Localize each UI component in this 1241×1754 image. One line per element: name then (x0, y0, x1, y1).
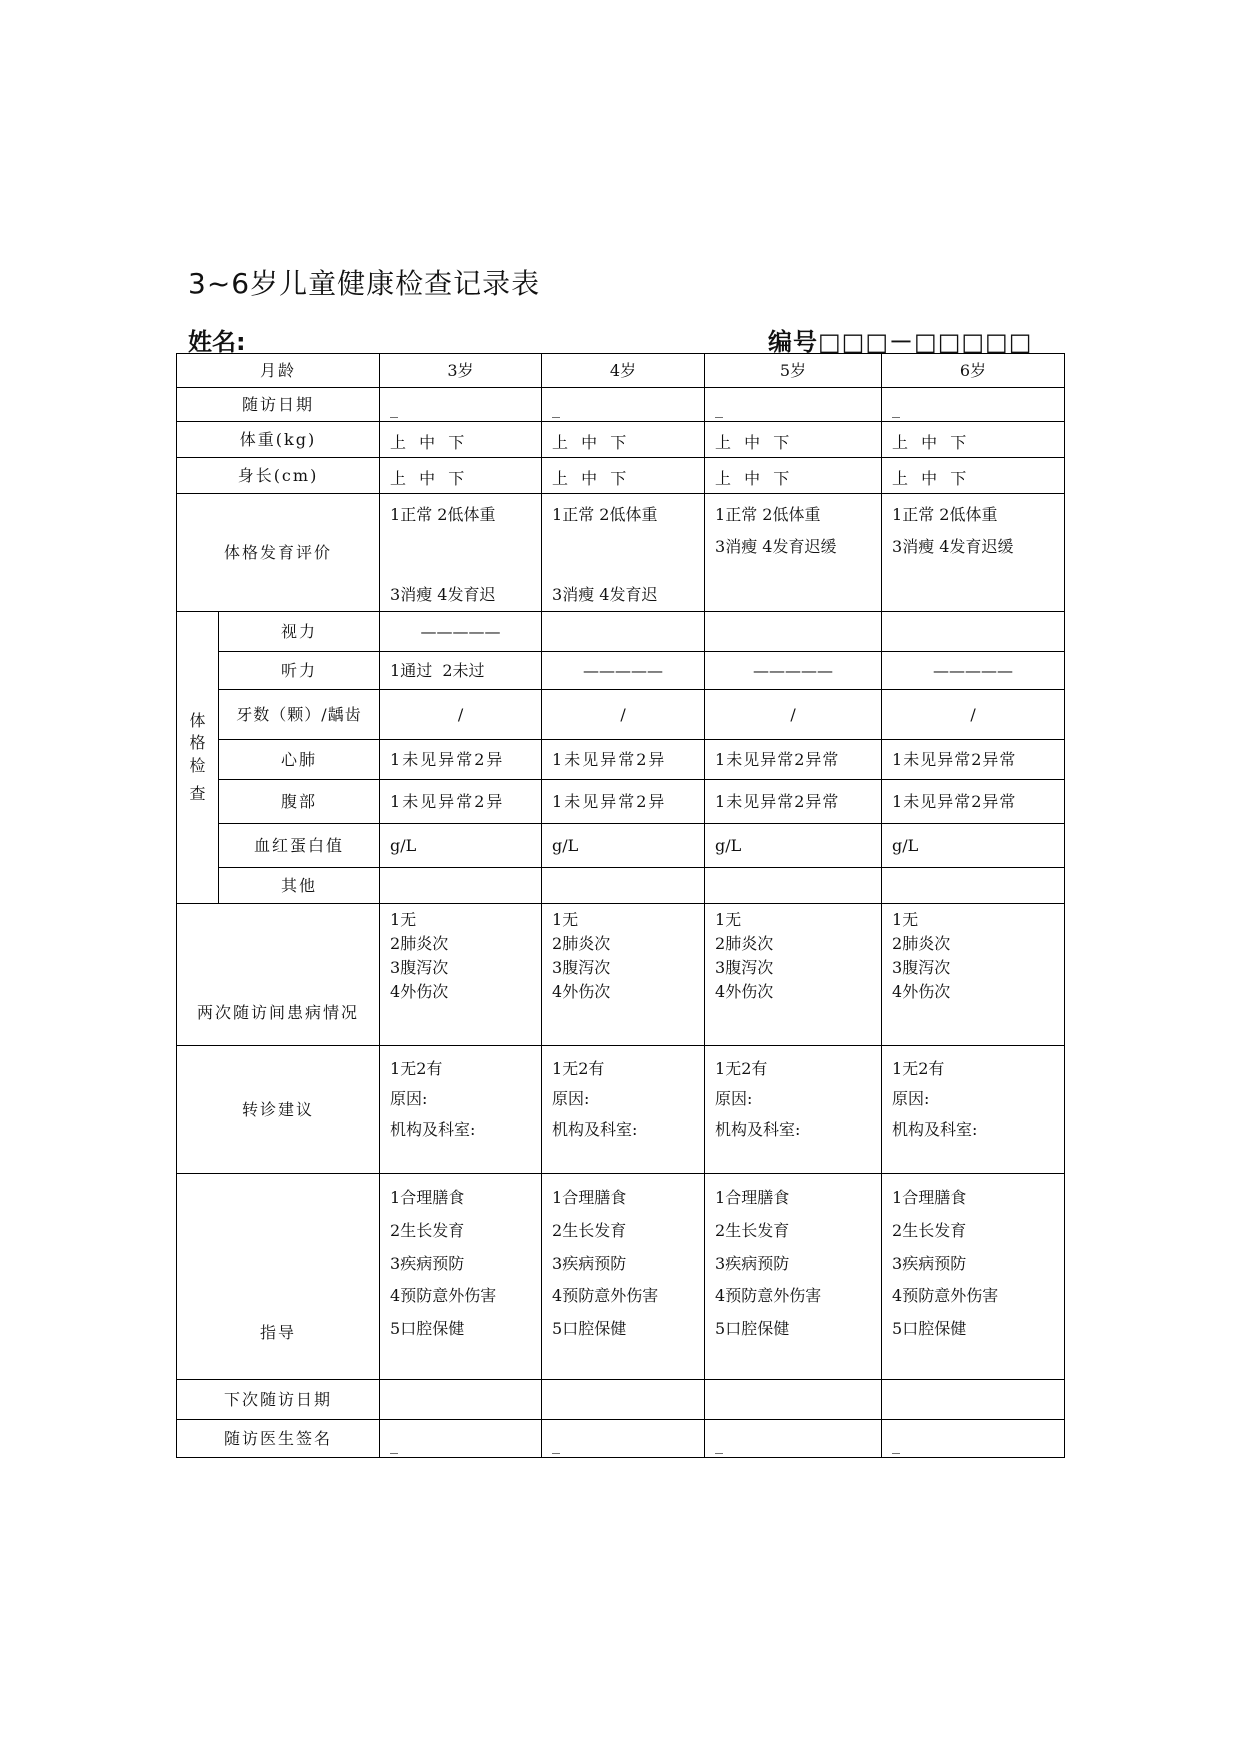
hearing-cell[interactable]: 1通过 2未过 (380, 652, 542, 690)
header-col: 4岁 (542, 354, 705, 388)
referral-item: 机构及科室: (552, 1119, 638, 1139)
visit-date-cell[interactable]: _ (882, 388, 1065, 422)
name-label: 姓名: (188, 328, 246, 356)
header-col: 6岁 (882, 354, 1065, 388)
health-record-table (176, 353, 1065, 1458)
referral-item: 原因: (552, 1089, 590, 1109)
referral-cell[interactable] (380, 1046, 542, 1174)
illness-row (177, 904, 1065, 1046)
illness-item: 1无 (715, 910, 742, 929)
guidance-item: 1合理膳食 (552, 1188, 627, 1207)
development-cell[interactable] (380, 494, 542, 612)
development-cell[interactable] (705, 494, 882, 612)
form-title: 3~6岁儿童健康检查记录表 (188, 267, 541, 300)
other-cell[interactable] (882, 868, 1065, 904)
illness-item: 3腹泻次 (390, 958, 449, 977)
height-cell[interactable]: 上 中 下 (542, 458, 705, 494)
referral-item: 1无2有 (552, 1059, 605, 1078)
guidance-item: 2生长发育 (552, 1220, 627, 1240)
teeth-cell[interactable]: / (542, 690, 705, 740)
development-option: 3消瘦 4发育迟缓 (715, 536, 837, 556)
heart-lung-cell[interactable]: 1未见异常2异常 (705, 740, 882, 780)
hearing-cell[interactable]: ————— (705, 652, 882, 690)
header-col: 3岁 (380, 354, 542, 388)
other-row (177, 868, 1065, 904)
guidance-item: 5口腔保健 (892, 1319, 967, 1339)
referral-item: 机构及科室: (715, 1119, 801, 1139)
next-visit-cell[interactable] (705, 1380, 882, 1420)
height-cell[interactable]: 上 中 下 (882, 458, 1065, 494)
guidance-item: 1合理膳食 (390, 1188, 465, 1207)
illness-cell[interactable] (705, 904, 882, 1046)
heart-lung-cell[interactable]: 1未见异常2异 (542, 740, 705, 780)
hemoglobin-row (177, 824, 1065, 868)
referral-item: 原因: (715, 1089, 753, 1109)
development-option: 3消瘦 4发育迟缓 (892, 536, 1014, 556)
header-age: 月龄 (177, 354, 380, 388)
guidance-label: 指导 (177, 1174, 380, 1380)
development-option: 1正常 2低体重 (715, 504, 821, 524)
height-cell[interactable]: 上 中 下 (380, 458, 542, 494)
heart-lung-row (177, 740, 1065, 780)
illness-item: 3腹泻次 (892, 958, 951, 977)
next-visit-cell[interactable] (882, 1380, 1065, 1420)
guidance-item: 2生长发育 (715, 1220, 790, 1240)
illness-item: 1无 (390, 910, 417, 929)
illness-item: 2肺炎次 (892, 934, 951, 953)
heart-lung-cell[interactable]: 1未见异常2异常 (882, 740, 1065, 780)
hearing-row (177, 652, 1065, 690)
development-option: 1正常 2低体重 (390, 504, 496, 524)
illness-cell[interactable] (882, 904, 1065, 1046)
referral-item: 1无2有 (892, 1059, 945, 1078)
development-row (177, 494, 1065, 612)
hemoglobin-cell[interactable]: g/L (380, 824, 542, 868)
hearing-label: 听力 (219, 652, 380, 690)
other-cell[interactable] (380, 868, 542, 904)
hemoglobin-cell[interactable]: g/L (882, 824, 1065, 868)
group-char: 格 (189, 733, 206, 753)
visit-date-cell[interactable]: _ (542, 388, 705, 422)
abdomen-cell[interactable]: 1未见异常2异常 (882, 780, 1065, 824)
weight-cell[interactable]: 上 中 下 (380, 422, 542, 458)
vision-cell[interactable] (705, 612, 882, 652)
height-cell[interactable]: 上 中 下 (705, 458, 882, 494)
weight-cell[interactable]: 上 中 下 (542, 422, 705, 458)
doctor-sign-label: 随访医生签名 (177, 1420, 380, 1458)
referral-item: 机构及科室: (390, 1119, 476, 1139)
header-row (177, 354, 1065, 388)
guidance-item: 2生长发育 (892, 1220, 967, 1240)
vision-cell[interactable]: ————— (380, 612, 542, 652)
code-label: 编号□□□－□□□□□ (768, 328, 1033, 356)
referral-cell[interactable] (705, 1046, 882, 1174)
vision-cell[interactable] (542, 612, 705, 652)
header-col: 5岁 (705, 354, 882, 388)
next-visit-cell[interactable] (380, 1380, 542, 1420)
illness-item: 1无 (892, 910, 919, 929)
illness-item: 3腹泻次 (552, 958, 611, 977)
vision-cell[interactable] (882, 612, 1065, 652)
visit-date-label: 随访日期 (177, 388, 380, 422)
guidance-item: 2生长发育 (390, 1220, 465, 1240)
guidance-cell[interactable] (380, 1174, 542, 1380)
referral-row (177, 1046, 1065, 1174)
guidance-item: 3疾病预防 (390, 1253, 465, 1273)
weight-cell[interactable]: 上 中 下 (882, 422, 1065, 458)
next-visit-label: 下次随访日期 (177, 1380, 380, 1420)
guidance-item: 4预防意外伤害 (552, 1286, 659, 1306)
guidance-item: 1合理膳食 (715, 1188, 790, 1207)
illness-item: 2肺炎次 (552, 934, 611, 953)
guidance-item: 3疾病预防 (892, 1253, 967, 1273)
development-option: 3消瘦 4发育迟 (390, 584, 496, 604)
referral-cell[interactable] (542, 1046, 705, 1174)
vision-row (177, 612, 1065, 652)
guidance-item: 4预防意外伤害 (715, 1286, 822, 1306)
guidance-row (177, 1174, 1065, 1380)
illness-item: 2肺炎次 (390, 934, 449, 953)
teeth-row (177, 690, 1065, 740)
guidance-item: 5口腔保健 (715, 1319, 790, 1339)
illness-item: 4外伤次 (715, 982, 774, 1001)
guidance-item: 1合理膳食 (892, 1188, 967, 1207)
referral-item: 机构及科室: (892, 1119, 978, 1139)
development-cell[interactable] (542, 494, 705, 612)
doctor-sign-row (177, 1420, 1065, 1458)
visit-date-cell[interactable]: _ (705, 388, 882, 422)
guidance-item: 3疾病预防 (552, 1253, 627, 1273)
teeth-cell[interactable]: / (705, 690, 882, 740)
development-label: 体格发育评价 (177, 494, 380, 612)
weight-label: 体重(kg) (177, 422, 380, 458)
other-cell[interactable] (705, 868, 882, 904)
referral-item: 1无2有 (715, 1059, 768, 1078)
other-cell[interactable] (542, 868, 705, 904)
guidance-item: 4预防意外伤害 (390, 1286, 497, 1306)
heart-lung-label: 心肺 (219, 740, 380, 780)
illness-item: 2肺炎次 (715, 934, 774, 953)
referral-item: 原因: (390, 1089, 428, 1109)
guidance-cell[interactable] (882, 1174, 1065, 1380)
group-char: 检 (189, 755, 206, 775)
guidance-item: 3疾病预防 (715, 1253, 790, 1273)
illness-label: 两次随访间患病情况 (177, 904, 380, 1046)
illness-cell[interactable] (380, 904, 542, 1046)
referral-cell[interactable] (882, 1046, 1065, 1174)
abdomen-label: 腹部 (219, 780, 380, 824)
other-label: 其他 (219, 868, 380, 904)
weight-cell[interactable]: 上 中 下 (705, 422, 882, 458)
development-option: 1正常 2低体重 (552, 504, 658, 524)
illness-cell[interactable] (542, 904, 705, 1046)
heart-lung-cell[interactable]: 1未见异常2异 (380, 740, 542, 780)
illness-item: 4外伤次 (892, 982, 951, 1001)
illness-item: 4外伤次 (390, 982, 449, 1001)
doctor-sign-cell[interactable]: _ (705, 1420, 882, 1458)
development-cell[interactable] (882, 494, 1065, 612)
development-option: 1正常 2低体重 (892, 504, 998, 524)
abdomen-cell[interactable]: 1未见异常2异 (542, 780, 705, 824)
doctor-sign-cell[interactable]: _ (882, 1420, 1065, 1458)
development-option: 3消瘦 4发育迟 (552, 584, 658, 604)
abdomen-cell[interactable]: 1未见异常2异 (380, 780, 542, 824)
doctor-sign-cell[interactable]: _ (380, 1420, 542, 1458)
guidance-item: 5口腔保健 (390, 1319, 465, 1339)
teeth-label: 牙数（颗）/龋齿 (219, 690, 380, 740)
height-label: 身长(cm) (177, 458, 380, 494)
referral-item: 1无2有 (390, 1059, 443, 1078)
physical-exam-group-label (177, 612, 219, 904)
hearing-cell[interactable]: ————— (542, 652, 705, 690)
referral-label: 转诊建议 (177, 1046, 380, 1174)
next-visit-cell[interactable] (542, 1380, 705, 1420)
teeth-cell[interactable]: / (380, 690, 542, 740)
teeth-cell[interactable]: / (882, 690, 1065, 740)
hemoglobin-cell[interactable]: g/L (705, 824, 882, 868)
weight-row (177, 422, 1065, 458)
group-char: 查 (189, 783, 206, 803)
illness-item: 1无 (552, 910, 579, 929)
guidance-item: 5口腔保健 (552, 1319, 627, 1339)
guidance-cell[interactable] (542, 1174, 705, 1380)
guidance-cell[interactable] (705, 1174, 882, 1380)
hemoglobin-label: 血红蛋白值 (219, 824, 380, 868)
abdomen-row (177, 780, 1065, 824)
next-visit-row (177, 1380, 1065, 1420)
group-char: 体 (189, 710, 206, 730)
hearing-cell[interactable]: ————— (882, 652, 1065, 690)
visit-date-cell[interactable]: _ (380, 388, 542, 422)
hemoglobin-cell[interactable]: g/L (542, 824, 705, 868)
guidance-item: 4预防意外伤害 (892, 1286, 999, 1306)
abdomen-cell[interactable]: 1未见异常2异常 (705, 780, 882, 824)
illness-item: 3腹泻次 (715, 958, 774, 977)
height-row (177, 458, 1065, 494)
referral-item: 原因: (892, 1089, 930, 1109)
doctor-sign-cell[interactable]: _ (542, 1420, 705, 1458)
vision-label: 视力 (219, 612, 380, 652)
illness-item: 4外伤次 (552, 982, 611, 1001)
visit-date-row (177, 388, 1065, 422)
